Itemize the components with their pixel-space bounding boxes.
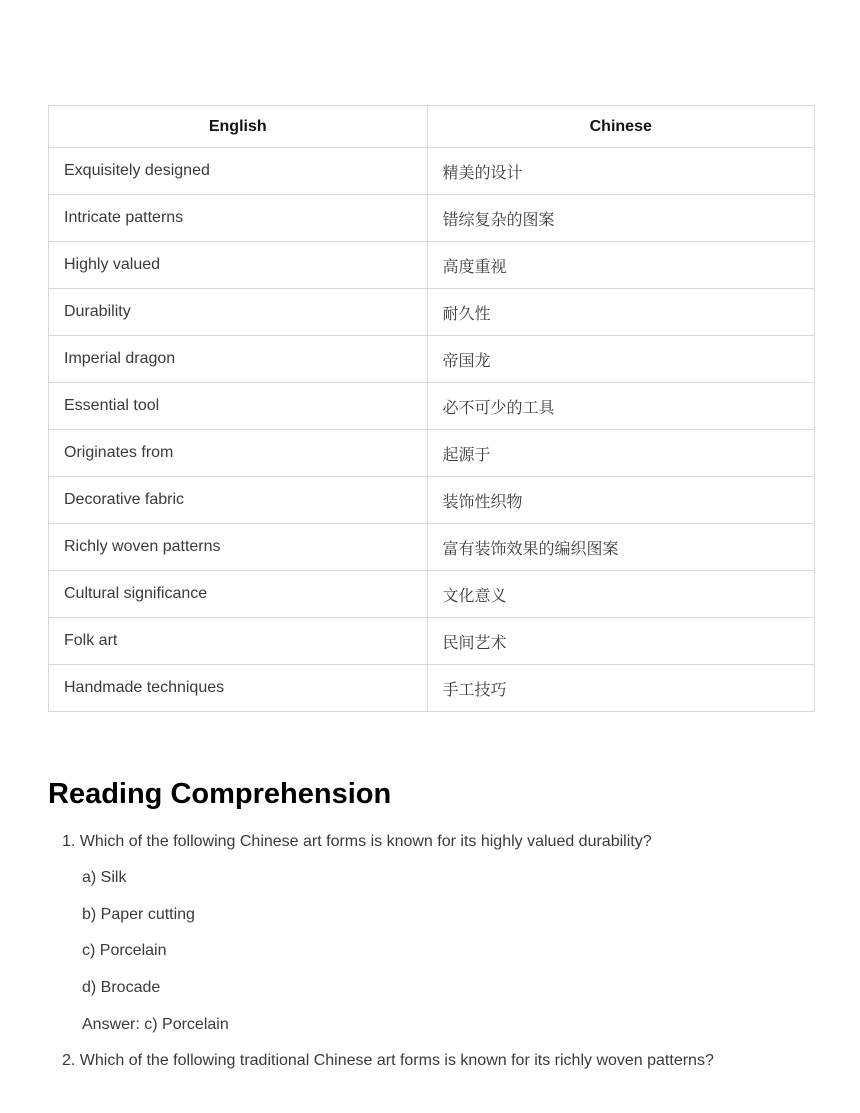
table-row <box>49 571 815 618</box>
table-row <box>49 618 815 665</box>
reading-comprehension-heading: Reading Comprehension <box>48 778 392 810</box>
table-row <box>49 383 815 430</box>
english-term: Highly valued <box>49 242 428 289</box>
table-row <box>49 477 815 524</box>
chinese-term: 民间艺术 <box>427 618 814 665</box>
table-row <box>49 148 815 195</box>
english-term: Imperial dragon <box>49 336 428 383</box>
table-row <box>49 665 815 712</box>
english-term: Originates from <box>49 430 428 477</box>
chinese-term: 装饰性织物 <box>427 477 814 524</box>
chinese-term: 精美的设计 <box>427 148 814 195</box>
chinese-term: 高度重视 <box>427 242 814 289</box>
english-term: Durability <box>49 289 428 336</box>
english-term: Intricate patterns <box>49 195 428 242</box>
english-term: Handmade techniques <box>49 665 428 712</box>
english-term: Cultural significance <box>49 571 428 618</box>
column-header-english: English <box>49 106 428 148</box>
table-header-row <box>49 106 815 148</box>
question-1-answer: Answer: c) Porcelain <box>82 1016 229 1033</box>
table-row <box>49 336 815 383</box>
english-term: Exquisitely designed <box>49 148 428 195</box>
english-term: Decorative fabric <box>49 477 428 524</box>
chinese-term: 耐久性 <box>427 289 814 336</box>
table-row <box>49 289 815 336</box>
question-1-option-c: c) Porcelain <box>82 942 167 959</box>
chinese-term: 必不可少的工具 <box>427 383 814 430</box>
chinese-term: 文化意义 <box>427 571 814 618</box>
table-row <box>49 430 815 477</box>
table-row <box>49 195 815 242</box>
chinese-term: 手工技巧 <box>427 665 814 712</box>
chinese-term: 起源于 <box>427 430 814 477</box>
question-2-text: 2. Which of the following traditional Chinese art forms is known for its richly woven patterns? <box>62 1052 714 1069</box>
question-1-option-a: a) Silk <box>82 869 127 886</box>
chinese-term: 错综复杂的图案 <box>427 195 814 242</box>
chinese-term: 帝国龙 <box>427 336 814 383</box>
english-term: Richly woven patterns <box>49 524 428 571</box>
table-row <box>49 242 815 289</box>
english-term: Folk art <box>49 618 428 665</box>
chinese-term: 富有装饰效果的编织图案 <box>427 524 814 571</box>
question-1-option-d: d) Brocade <box>82 979 161 996</box>
question-1-text: 1. Which of the following Chinese art forms is known for its highly valued durability? <box>62 833 652 850</box>
vocabulary-table <box>48 105 815 712</box>
column-header-chinese: Chinese <box>427 106 814 148</box>
table-row <box>49 524 815 571</box>
question-1-option-b: b) Paper cutting <box>82 906 195 923</box>
english-term: Essential tool <box>49 383 428 430</box>
